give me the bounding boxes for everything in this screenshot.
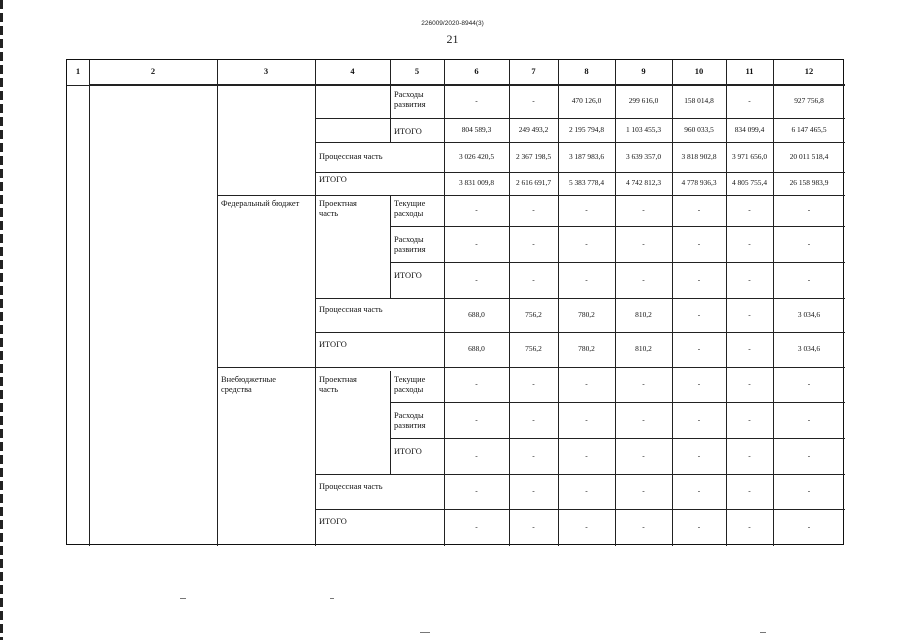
header-col-3: 3	[263, 66, 269, 77]
fed-grand-col-12: 3 034,6	[797, 344, 821, 354]
ext-dev-col-8: -	[585, 414, 588, 424]
fed-dev-col-7: -	[532, 238, 535, 248]
extra-grand-label: ИТОГО	[319, 517, 347, 526]
ext-grand-col-9: -	[642, 522, 645, 532]
ext-current-col-10: -	[697, 379, 701, 389]
extra-current-label: Текущие расходы	[394, 375, 426, 394]
federal-process-label: Процессная часть	[319, 305, 383, 314]
fed-total-col-12: -	[807, 274, 811, 284]
extra-dev-label: Расходы развития	[394, 411, 426, 430]
fed-process-col-7: 756,2	[525, 309, 542, 319]
ext-total-col-12: -	[807, 450, 811, 460]
top-grand-col-11: 4 805 755,4	[731, 178, 768, 188]
row-label-top-process: Процессная часть	[319, 152, 383, 161]
document-id: 226009/2020-8944(3)	[421, 20, 484, 27]
top-process-col-11: 3 971 656,0	[731, 151, 768, 161]
ext-process-col-7: -	[532, 486, 535, 496]
fed-current-col-10: -	[697, 205, 701, 215]
ext-grand-col-8: -	[585, 522, 588, 532]
federal-grand-label: ИТОГО	[319, 340, 347, 349]
top-grand-col-10: 4 778 936,3	[681, 178, 717, 188]
ext-dev-col-10: -	[697, 414, 701, 424]
top-process-col-12: 20 011 518,4	[789, 151, 829, 161]
fed-process-col-11: -	[748, 309, 751, 319]
top-dev-col-9: 299 616,0	[628, 95, 659, 105]
fed-dev-col-9: -	[642, 238, 645, 248]
federal-project-label: Проектная часть	[319, 199, 357, 218]
ext-dev-col-12: -	[807, 414, 811, 424]
fed-dev-col-6: -	[475, 238, 478, 248]
top-total-col-12: 6 147 465,5	[791, 124, 827, 134]
ext-total-col-10: -	[697, 450, 701, 460]
fed-total-col-8: -	[585, 274, 588, 284]
top-process-col-9: 3 639 357,0	[625, 151, 662, 161]
fed-dev-col-10: -	[697, 238, 701, 248]
fed-process-col-8: 780,2	[578, 309, 595, 319]
top-dev-col-12: 927 756,8	[794, 95, 824, 105]
ext-total-col-9: -	[642, 450, 645, 460]
top-total-col-8: 2 195 794,8	[568, 124, 605, 134]
header-col-5: 5	[414, 66, 420, 77]
federal-current-label: Текущие расходы	[394, 199, 426, 218]
grid-line-v	[89, 60, 90, 546]
ext-process-col-6: -	[475, 486, 478, 496]
federal-total-label: ИТОГО	[394, 271, 422, 280]
row-label-top-dev: Расходы развития	[394, 90, 426, 109]
fed-total-col-9: -	[642, 274, 645, 284]
fed-grand-col-7: 756,2	[525, 344, 542, 354]
ext-current-col-8: -	[585, 379, 588, 389]
fed-current-col-12: -	[807, 205, 811, 215]
extra-process-label: Процессная часть	[319, 482, 383, 491]
top-dev-col-10: 158 014,8	[684, 95, 714, 105]
top-total-col-11: 834 099,4	[734, 124, 765, 134]
ext-grand-col-10: -	[697, 522, 701, 532]
fed-process-col-6: 688,0	[468, 309, 485, 319]
top-total-col-7: 249 493,2	[518, 124, 549, 134]
top-grand-col-6: 3 831 009,8	[458, 178, 495, 188]
top-dev-col-8: 470 126,0	[571, 95, 602, 105]
ext-process-col-11: -	[748, 486, 751, 496]
ext-process-col-9: -	[642, 486, 645, 496]
header-col-10: 10	[694, 66, 704, 77]
grid-line-v	[217, 60, 218, 546]
top-process-col-7: 2 367 198,5	[515, 151, 552, 161]
federal-dev-label: Расходы развития	[394, 235, 426, 254]
grid-line-v	[390, 195, 391, 298]
header-col-6: 6	[474, 66, 479, 77]
ext-process-col-8: -	[585, 486, 588, 496]
ext-total-col-8: -	[585, 450, 588, 460]
extra-total-label: ИТОГО	[394, 447, 422, 456]
fed-current-col-6: -	[475, 205, 478, 215]
extra-project-label: Проектная часть	[319, 375, 357, 394]
ext-total-col-11: -	[748, 450, 751, 460]
top-process-col-8: 3 187 983,6	[568, 151, 605, 161]
ext-dev-col-6: -	[475, 414, 478, 424]
fed-dev-col-8: -	[585, 238, 588, 248]
top-grand-col-8: 5 383 778,4	[568, 178, 605, 188]
top-process-col-6: 3 026 420,5	[458, 151, 495, 161]
top-dev-col-7: -	[532, 95, 535, 105]
fed-total-col-11: -	[748, 274, 751, 284]
top-total-col-6: 804 589,3	[461, 124, 492, 134]
ext-process-col-10: -	[697, 486, 701, 496]
fed-dev-col-11: -	[748, 238, 751, 248]
ext-current-col-12: -	[807, 379, 811, 389]
ext-grand-col-7: -	[532, 522, 535, 532]
fed-current-col-7: -	[532, 205, 535, 215]
fed-grand-col-8: 780,2	[578, 344, 595, 354]
fed-grand-col-6: 688,0	[468, 344, 485, 354]
header-col-2: 2	[150, 66, 156, 77]
ext-total-col-7: -	[532, 450, 535, 460]
fed-total-col-6: -	[475, 274, 478, 284]
fed-current-col-9: -	[642, 205, 645, 215]
top-total-col-9: 1 103 455,3	[625, 124, 662, 134]
ext-grand-col-11: -	[748, 522, 751, 532]
fed-process-col-12: 3 034,6	[797, 309, 821, 319]
header-col-9: 9	[641, 66, 646, 77]
source-federal: Федеральный бюджет	[221, 199, 300, 208]
fed-grand-col-9: 810,2	[635, 344, 652, 354]
fed-process-col-10: -	[697, 309, 701, 319]
top-grand-col-12: 26 158 983,9	[789, 178, 829, 188]
header-col-12: 12	[804, 66, 814, 77]
header-col-7: 7	[531, 66, 536, 77]
top-total-col-10: 960 033,5	[684, 124, 714, 134]
fed-process-col-9: 810,2	[635, 309, 652, 319]
scan-left-edge	[0, 0, 3, 640]
top-process-col-10: 3 818 902,8	[681, 151, 717, 161]
header-col-4: 4	[350, 66, 355, 77]
top-dev-col-11: -	[748, 95, 751, 105]
header-col-8: 8	[584, 66, 589, 77]
fed-current-col-8: -	[585, 205, 588, 215]
row-label-top-grand: ИТОГО	[319, 175, 347, 184]
row-label-top-total: ИТОГО	[394, 127, 422, 136]
ext-dev-col-11: -	[748, 414, 751, 424]
ext-process-col-12: -	[807, 486, 811, 496]
fed-total-col-7: -	[532, 274, 535, 284]
fed-grand-col-11: -	[748, 344, 751, 354]
page-number: 21	[446, 32, 459, 46]
ext-grand-col-12: -	[807, 522, 811, 532]
ext-total-col-6: -	[475, 450, 478, 460]
header-col-11: 11	[745, 66, 754, 77]
top-grand-col-9: 4 742 812,3	[625, 178, 662, 188]
fed-dev-col-12: -	[807, 238, 811, 248]
ext-current-col-7: -	[532, 379, 535, 389]
fed-current-col-11: -	[748, 205, 751, 215]
ext-current-col-6: -	[475, 379, 478, 389]
ext-grand-col-6: -	[475, 522, 478, 532]
fed-grand-col-10: -	[697, 344, 701, 354]
ext-current-col-9: -	[642, 379, 645, 389]
source-extra: Внебюджетные средства	[221, 375, 277, 394]
fed-total-col-10: -	[697, 274, 701, 284]
budget-table	[66, 59, 844, 545]
top-grand-col-7: 2 616 691,7	[515, 178, 552, 188]
ext-current-col-11: -	[748, 379, 751, 389]
ext-dev-col-9: -	[642, 414, 645, 424]
ext-dev-col-7: -	[532, 414, 535, 424]
top-dev-col-6: -	[475, 95, 478, 105]
header-col-1: 1	[75, 66, 81, 77]
grid-line-v	[390, 371, 391, 474]
